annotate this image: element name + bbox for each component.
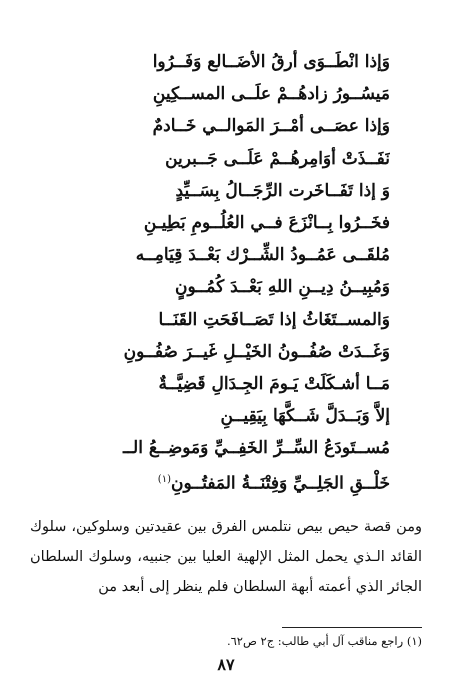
- body-paragraph: [30, 512, 422, 602]
- verse-line: مُســتَودَعُ السِّــرِّ الخَفِــيِّ وَمَوضِــعُ الــ: [123, 438, 390, 459]
- footnote-marker: (١): [157, 474, 171, 486]
- page-number: ٨٧: [217, 655, 235, 674]
- verse-text: خَلْــقِ الجَلِــيِّ وَفِتْنَــةُ المَفتُــونِ: [170, 474, 390, 495]
- verse-line: وَإذا انْطَــوَى أرقُ الأضَــالع وَفَــرُوا: [152, 52, 390, 72]
- verse-line: وَ إذا تَفَــاخَرت الرِّجَــالُ بِسَــيِّدٍ: [175, 180, 390, 201]
- footnote: (١) راجع مناقب آل أبي طالب: ج٢ ص٦٢.: [226, 634, 422, 648]
- verse-line: وَإذا عصَــى أمْــرَ المَوالــي خَــادمٌ: [152, 116, 390, 137]
- verse-line: وَالمســتَغَاثُ إذا تَصَــافَحَتِ القَنَــا: [158, 309, 390, 330]
- poem-verses: [50, 46, 390, 497]
- verse-line-last: [50, 464, 390, 496]
- footnote-divider: [282, 627, 422, 628]
- verse-line: فخَــرُوا بِــانْزَعَ فــي العُلُــومِ بَطِيـنِ: [143, 212, 390, 233]
- verse-line: وَغَــدَتْ صُفُــونُ الخَيْــلِ غَيــرَ صُفُــونِ: [123, 341, 390, 362]
- verse-line: مَيسُــورُ زادهُــمْ علَــى المســكِينِ: [152, 84, 390, 105]
- verse-line: نَفَــذَتْ أوَامِرهُــمْ عَلَــى جَــبرين: [165, 148, 390, 169]
- paragraph-text: ومن قصة حيص بيص نتلمس الفرق بين عقيدتين وسلوكين، سلوك القائد الـذي يحمل المثل الإلهية العليا بين جنبيه، وسلوك السلطان الجائر الذي أعمته أبهة السلطان فلم ينظر إلى أبعد من: [30, 519, 422, 595]
- verse-line: مُلقَــى عَمُــودُ الشِّــرْك بَعْــدَ قِيَامِــه: [135, 245, 390, 266]
- verse-line: وَمُبِيــنُ دِيــنِ اللهِ بَعْــدَ كُمُــونٍ: [175, 277, 390, 298]
- verse-line: إلاَّ وَبَــدَلَّ شَــكَّهَا بِيَقِيــنِ: [220, 406, 390, 427]
- verse-line: مَــا أشـكَلَتْ يَـومَ الجِـدَالِ قَضِيَّــةٌ: [158, 373, 390, 394]
